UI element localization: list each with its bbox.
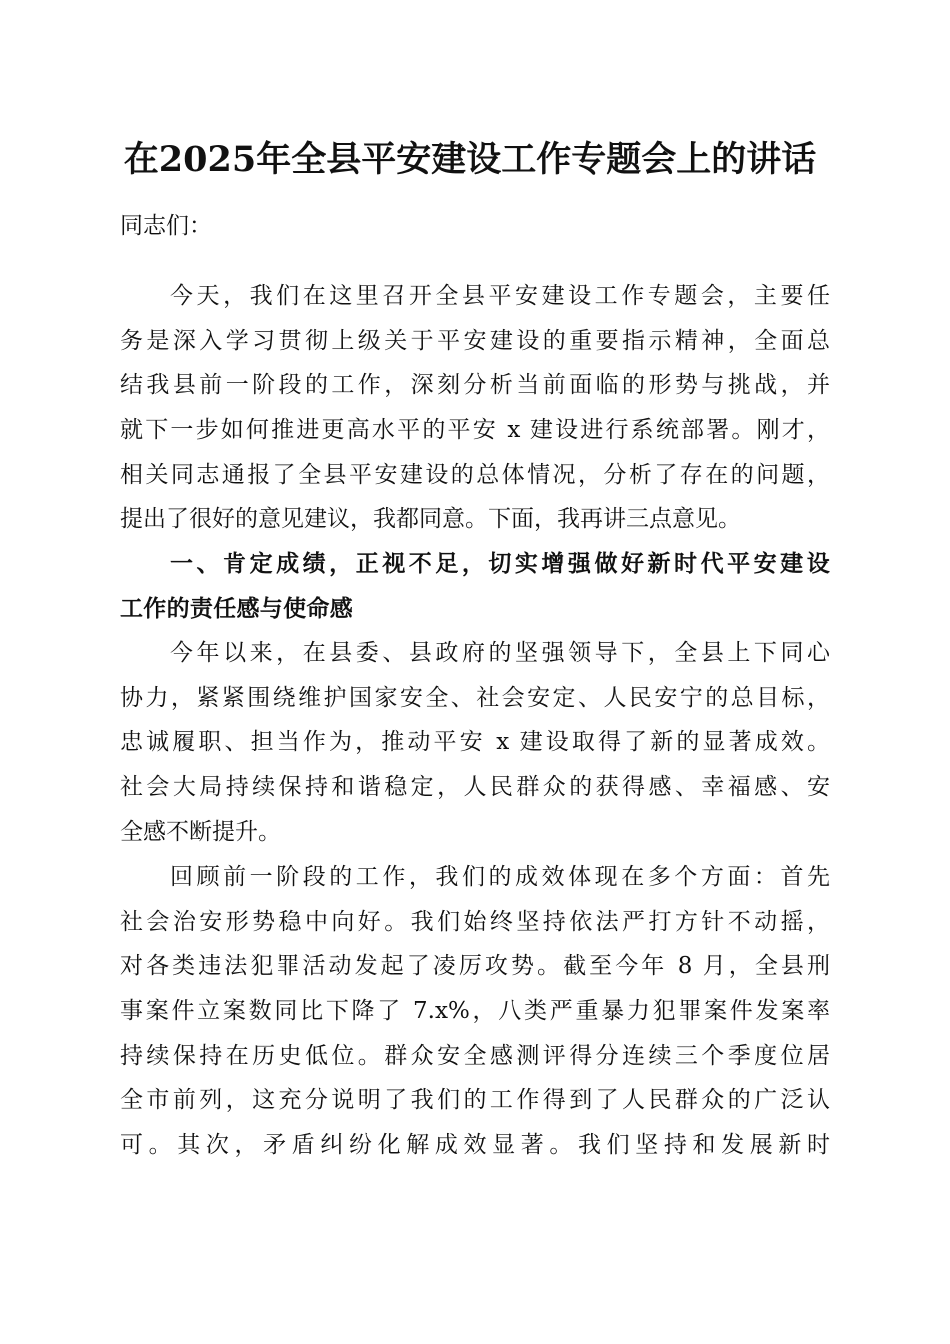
paragraph-line: 忠诚履职、担当作为，推动平安 x 建设取得了新的显著成效。 bbox=[120, 729, 830, 756]
paragraph-line: 相关同志通报了全县平安建设的总体情况，分析了存在的问题， bbox=[120, 461, 830, 488]
paragraph-line: 社会大局持续保持和谐稳定，人民群众的获得感、幸福感、安 bbox=[120, 774, 830, 801]
paragraph-review bbox=[120, 855, 830, 1168]
heading-line: 工作的责任感与使命感 bbox=[120, 595, 353, 622]
paragraph-opening bbox=[120, 274, 830, 542]
paragraph-line: 务是深入学习贯彻上级关于平安建设的重要指示精神，全面总 bbox=[120, 327, 830, 354]
paragraph-line: 今天，我们在这里召开全县平安建设工作专题会，主要任 bbox=[170, 283, 830, 309]
paragraph-line: 可。其次，矛盾纠纷化解成效显著。我们坚持和发展新时 bbox=[120, 1132, 830, 1159]
paragraph-line: 全感不断提升。 bbox=[120, 818, 281, 845]
salutation bbox=[120, 204, 830, 249]
heading-line: 一、肯定成绩，正视不足，切实增强做好新时代平安建设 bbox=[170, 551, 830, 577]
section-heading-1 bbox=[120, 542, 830, 631]
paragraph-line: 持续保持在历史低位。群众安全感测评得分连续三个季度位居 bbox=[120, 1042, 830, 1069]
paragraph-line: 就下一步如何推进更高水平的平安 x 建设进行系统部署。刚才， bbox=[120, 417, 830, 444]
paragraph-line: 回顾前一阶段的工作，我们的成效体现在多个方面：首先 bbox=[170, 864, 830, 890]
paragraph-line: 结我县前一阶段的工作，深刻分析当前面临的形势与挑战，并 bbox=[120, 372, 830, 399]
paragraph-line: 对各类违法犯罪活动发起了凌厉攻势。截至今年 8 月，全县刑 bbox=[120, 953, 830, 980]
paragraph-line: 提出了很好的意见建议，我都同意。下面，我再讲三点意见。 bbox=[120, 506, 741, 533]
document-title: 在2025年全县平安建设工作专题会上的讲话 bbox=[123, 139, 817, 180]
paragraph-line: 社会治安形势稳中向好。我们始终坚持依法严打方针不动摇， bbox=[120, 908, 830, 935]
paragraph-achievements bbox=[120, 631, 830, 854]
paragraph-line: 今年以来，在县委、县政府的坚强领导下，全县上下同心 bbox=[170, 640, 830, 666]
paragraph-line: 全市前列，这充分说明了我们的工作得到了人民群众的广泛认 bbox=[120, 1087, 830, 1114]
paragraph-line: 事案件立案数同比下降了 7.x%，八类严重暴力犯罪案件发案率 bbox=[120, 998, 830, 1025]
salutation-line: 同志们： bbox=[120, 213, 212, 239]
paragraph-line: 协力，紧紧围绕维护国家安全、社会安定、人民安宁的总目标， bbox=[120, 684, 830, 711]
